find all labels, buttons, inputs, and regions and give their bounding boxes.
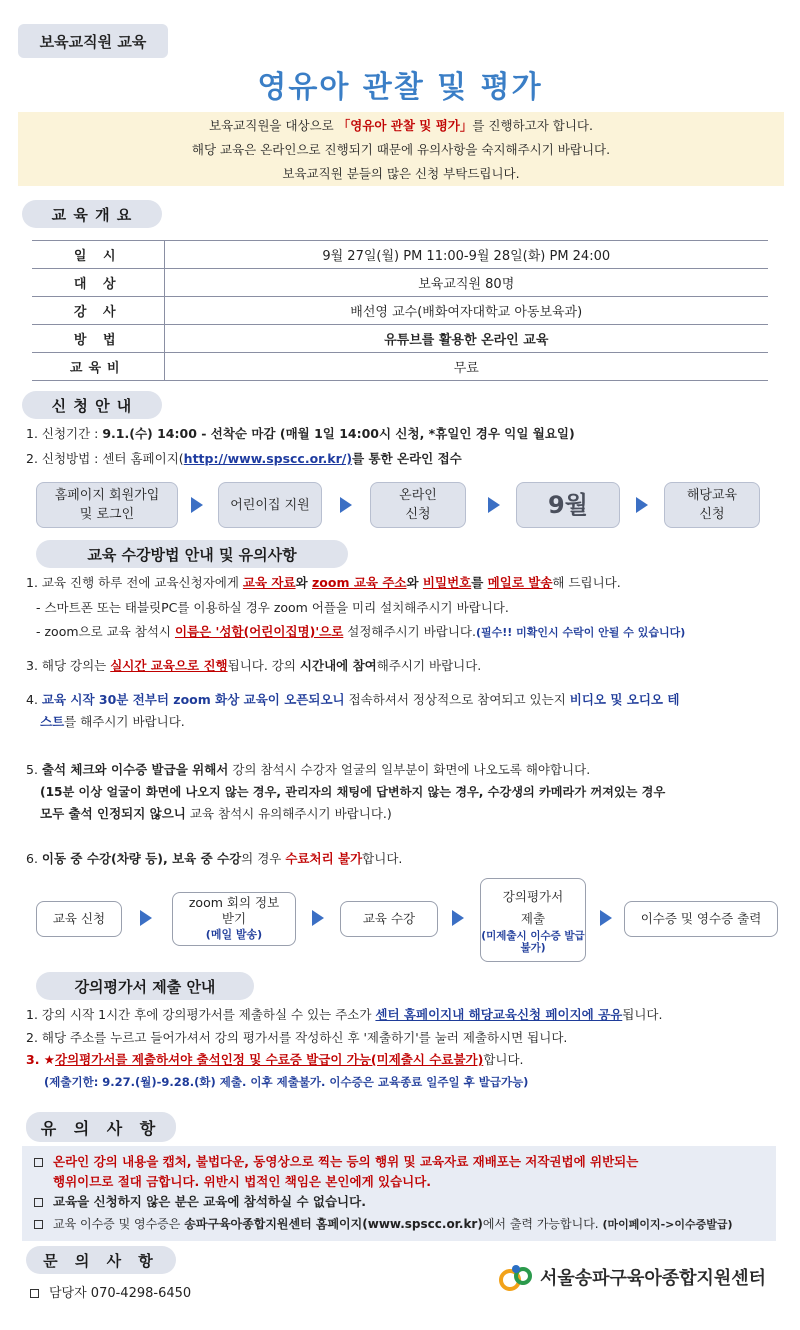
flow2-step-evaluation-label: 강의평가서 제출 (502, 889, 564, 926)
flow2-step-apply-label: 교육 신청 (52, 911, 106, 926)
overview-label: 대 상 (32, 269, 164, 297)
arrow-right-icon (140, 910, 152, 926)
method-item-4-cont: 스트를 해주시기 바랍니다. (40, 714, 185, 729)
overview-value: 9월 27일(월) PM 11:00-9월 28일(화) PM 24:00 (164, 241, 768, 269)
flow-step-month (516, 482, 620, 528)
checkbox-bullet-icon (34, 1158, 43, 1167)
method-item-5: 5. 출석 체크와 이수증 발급을 위해서 강의 참석시 수강자 얼굴의 일부분이 화면에 나오도록 해야합니다. (26, 762, 591, 777)
flow2-step-certificate (624, 901, 778, 937)
flow2-step-zoom-sub: (메일 발송) (205, 928, 263, 941)
arrow-right-icon (636, 497, 648, 513)
overview-table (32, 240, 768, 381)
overview-value: 유튜브를 활용한 온라인 교육 (164, 325, 768, 353)
flow2-step-certificate-label: 이수증 및 영수증 출력 (640, 911, 762, 926)
homepage-link[interactable]: http://www.spscc.or.kr/) (183, 451, 353, 466)
flow2-step-attend (340, 901, 438, 937)
note-item-1: 온라인 강의 내용을 캡처, 불법다운, 동영상으로 찍는 등의 행위 및 교육자료 재배포는 저작권법에 위반되는 (34, 1152, 638, 1172)
note-item-3: 교육 이수증 및 영수증은 송파구육아종합지원센터 홈페이지(www.spscc.or.kr)에서 출력 가능합니다. (마이페이지->이수증발급) (34, 1214, 733, 1235)
overview-row (32, 353, 768, 381)
intro-box (18, 112, 784, 186)
overview-value: 배선영 교수(배화여자대학교 아동보육과) (164, 297, 768, 325)
method-item-6: 6. 이동 중 수강(차량 등), 보육 중 수강의 경우 수료처리 불가합니다. (26, 851, 403, 866)
intro-line-1: 보육교직원을 대상으로 「영유아 관찰 및 평가」를 진행하고자 합니다. (209, 118, 593, 133)
note-item-1-cont: 행위이므로 절대 금합니다. 위반시 법적인 책임은 본인에게 있습니다. (53, 1174, 432, 1189)
evaluation-deadline: (제출기한: 9.27.(월)-9.28.(화) 제출. 이후 제출불가. 이수증은 교육종료 일주일 후 발급가능) (44, 1075, 529, 1089)
apply-period: 1. 신청기간 : 9.1.(수) 14:00 - 선착순 마감 (매월 1일 14:00시 신청, *휴일인 경우 익일 월요일) (26, 426, 575, 441)
flow-step-course-label: 해당교육 신청 (686, 488, 738, 522)
note-item-2: 교육을 신청하지 않은 분은 교육에 참석하실 수 없습니다. (34, 1192, 366, 1212)
arrow-right-icon (488, 497, 500, 513)
flow-step-online-label: 온라인 신청 (399, 488, 437, 522)
checkbox-bullet-icon (34, 1198, 43, 1207)
checkbox-bullet-icon (30, 1289, 39, 1298)
overview-label: 교육비 (32, 353, 164, 381)
overview-heading: 교 육 개 요 (22, 200, 162, 228)
method-item-5-detail-2: 모두 출석 인정되지 않으니 교육 참석시 유의해주시기 바랍니다.) (40, 806, 392, 821)
apply-method: 2. 신청방법 : 센터 홈페이지(http://www.spscc.or.kr/)를 통한 온라인 접수 (26, 451, 462, 466)
method-item-4: 4. 교육 시작 30분 전부터 zoom 화상 교육이 오픈되오니 접속하셔서 정상적으로 참여되고 있는지 비디오 및 오디오 테 (26, 692, 680, 707)
method-item-1: 1. 교육 진행 하루 전에 교육신청자에게 교육 자료와 zoom 교육 주소와 비밀번호를 메일로 발송해 드립니다. (26, 575, 621, 590)
overview-label: 방 법 (32, 325, 164, 353)
contact-line: 담당자 070-4298-6450 (30, 1284, 191, 1304)
method-heading: 교육 수강방법 안내 및 유의사항 (36, 540, 348, 568)
flow2-step-zoom (172, 892, 296, 946)
method-item-3: 3. 해당 강의는 실시간 교육으로 진행됩니다. 강의 시간내에 참여해주시기 바랍니다. (26, 658, 482, 673)
intro-line-2: 해당 교육은 온라인으로 진행되기 때문에 유의사항을 숙지해주시기 바랍니다. (191, 142, 611, 157)
overview-label: 일 시 (32, 241, 164, 269)
arrow-right-icon (191, 497, 203, 513)
method-item-1-sub-2: - zoom으로 교육 참석시 이름은 '성함(어린이집명)'으로 설정해주시기 바랍니다.(필수!! 미확인시 수락이 안될 수 있습니다) (36, 624, 686, 639)
flow-step-month-label: 9월 (548, 490, 588, 519)
flow2-step-zoom-label: zoom 회의 정보 받기 (188, 895, 280, 926)
flow2-step-attend-label: 교육 수강 (362, 911, 416, 926)
flow-step-daycare (218, 482, 322, 528)
evaluation-item-2: 2. 해당 주소를 누르고 들어가셔서 강의 평가서를 작성하신 후 '제출하기'를 눌러 제출하시면 됩니다. (26, 1030, 568, 1045)
overview-row (32, 297, 768, 325)
page-title: 영유아 관찰 및 평가 (257, 70, 543, 105)
method-item-1-sub-1: - 스마트폰 또는 태블릿PC를 이용하실 경우 zoom 어플을 미리 설치해주시기 바랍니다. (36, 600, 509, 615)
overview-label: 강 사 (32, 297, 164, 325)
evaluation-heading: 강의평가서 제출 안내 (36, 972, 254, 1000)
checkbox-bullet-icon (34, 1220, 43, 1229)
arrow-right-icon (340, 497, 352, 513)
arrow-right-icon (600, 910, 612, 926)
center-logo-icon (496, 1262, 536, 1294)
flow2-step-evaluation (480, 878, 586, 962)
overview-row (32, 269, 768, 297)
flow2-step-apply (36, 901, 122, 937)
flow-step-signup-label: 홈페이지 회원가입 및 로그인 (54, 488, 160, 522)
overview-row (32, 325, 768, 353)
flow-step-daycare-label: 어린이집 지원 (230, 497, 310, 513)
flow-step-online (370, 482, 466, 528)
method-item-5-detail: (15분 이상 얼굴이 화면에 나오지 않는 경우, 관리자의 채팅에 답변하지 않는 경우, 수강생의 카메라가 꺼져있는 경우 (40, 785, 666, 799)
contact-heading: 문 의 사 항 (26, 1246, 176, 1274)
notes-heading: 유 의 사 항 (26, 1112, 176, 1142)
arrow-right-icon (452, 910, 464, 926)
intro-line-3: 보육교직원 분들의 많은 신청 부탁드립니다. (282, 166, 520, 181)
apply-heading: 신 청 안 내 (22, 391, 162, 419)
flow2-step-evaluation-sub: (미제출시 이수증 발급 불가) (481, 930, 585, 954)
evaluation-item-3: 3. ★강의평가서를 제출하셔야 출석인정 및 수료증 발급이 가능(미제출시 수료불가)합니다. (26, 1052, 524, 1067)
flow-step-course (664, 482, 760, 528)
overview-row (32, 241, 768, 269)
arrow-right-icon (312, 910, 324, 926)
evaluation-item-1: 1. 강의 시작 1시간 후에 강의평가서를 제출하실 수 있는 주소가 센터 홈페이지내 해당교육신청 페이지에 공유됩니다. (26, 1007, 663, 1022)
category-tag: 보육교직원 교육 (18, 24, 168, 58)
overview-value: 무료 (164, 353, 768, 381)
overview-value: 보육교직원 80명 (164, 269, 768, 297)
flow-step-signup (36, 482, 178, 528)
center-logo-text: 서울송파구육아종합지원센터 (540, 1268, 767, 1289)
